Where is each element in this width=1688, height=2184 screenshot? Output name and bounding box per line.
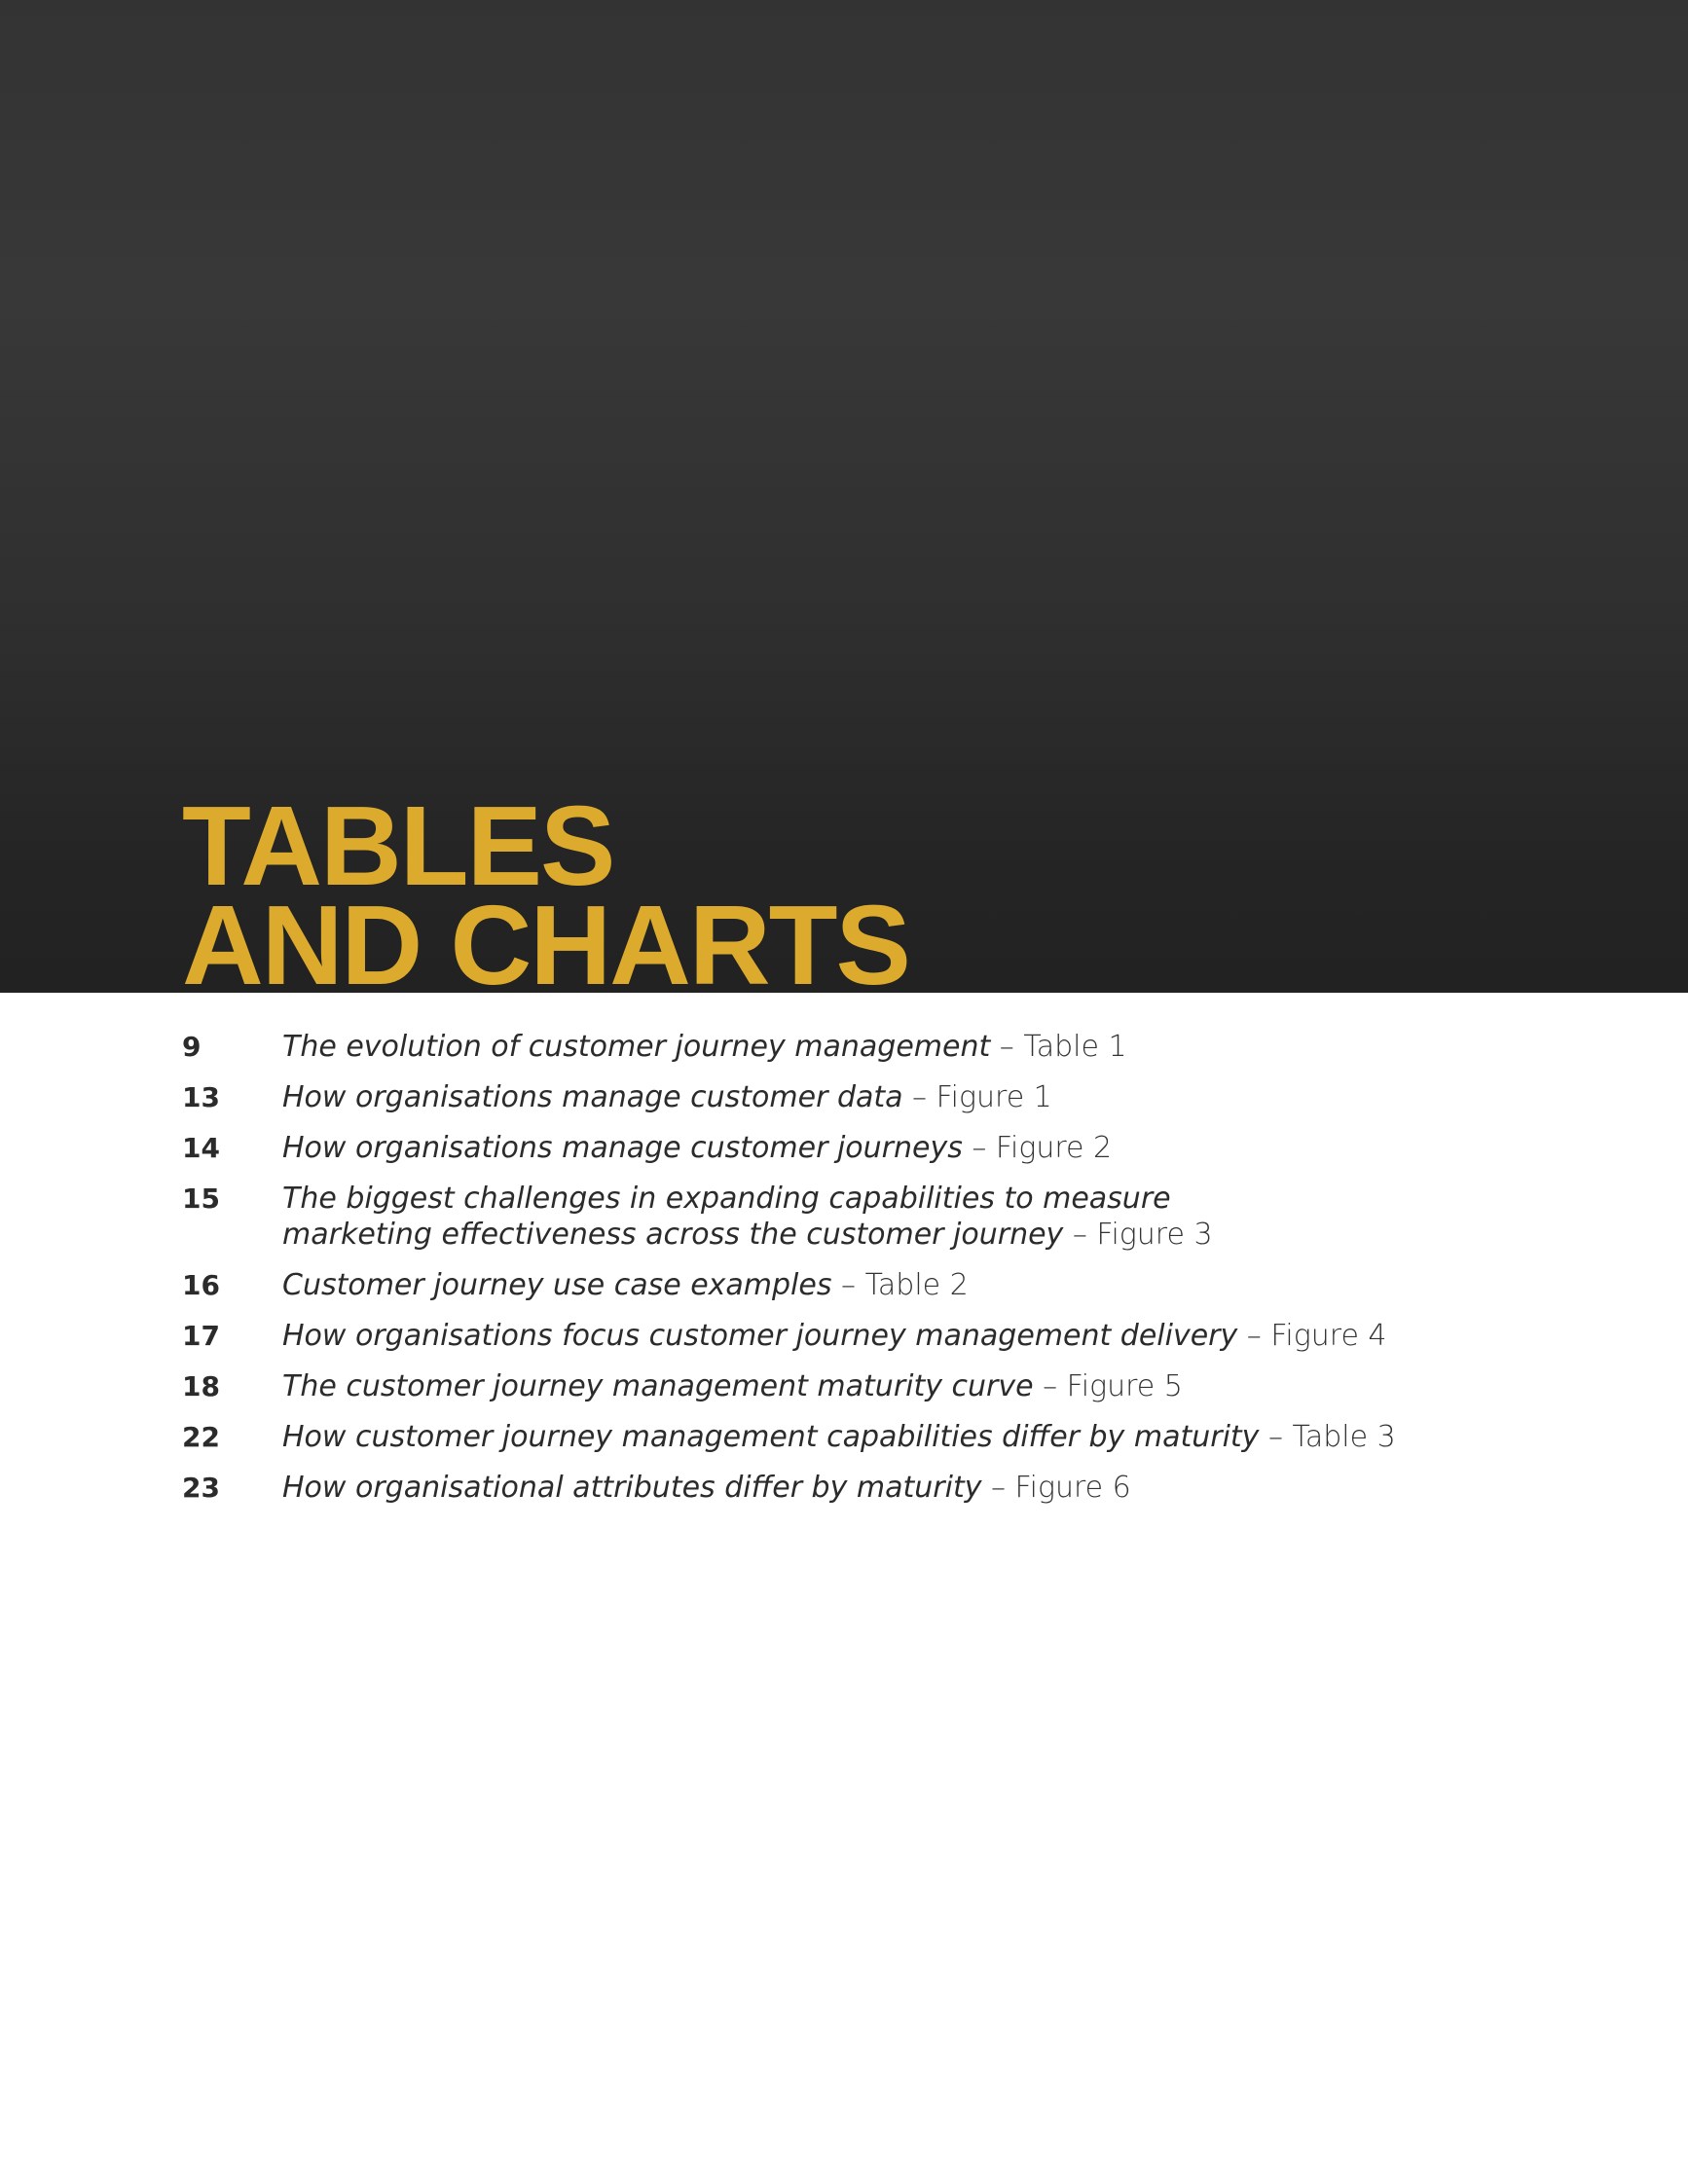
- toc-entry-text: [282, 1267, 1506, 1303]
- toc-entry-title: How organisations manage customer journeys: [282, 1131, 963, 1165]
- toc-entry-title: The biggest challenges in expanding capabilities to measure marketing effectiveness across the customer journey: [282, 1182, 1171, 1252]
- page-title-line-2: AND CHARTS: [182, 882, 909, 1008]
- toc-entry-title: How customer journey management capabilities differ by maturity: [282, 1420, 1260, 1454]
- toc-entry-title: Customer journey use case examples: [282, 1268, 832, 1302]
- toc-entry-separator: –: [1259, 1420, 1293, 1454]
- toc-entry-title: The customer journey management maturity curve: [282, 1369, 1034, 1403]
- toc-entry[interactable]: [182, 1267, 1506, 1303]
- toc-entry-text: [282, 1079, 1506, 1115]
- toc-entry-title: The evolution of customer journey management: [282, 1030, 991, 1064]
- toc-page-number: 9: [182, 1031, 202, 1063]
- toc-page-number: 16: [182, 1269, 220, 1301]
- toc-entry[interactable]: [182, 1181, 1506, 1253]
- toc-page-number: 15: [182, 1183, 220, 1215]
- toc-entry[interactable]: [182, 1368, 1506, 1404]
- toc-entry-title: How organisations focus customer journey management delivery: [282, 1319, 1238, 1353]
- toc-entry-reference: Figure 3: [1096, 1218, 1213, 1252]
- toc-entry-separator: –: [1033, 1369, 1067, 1403]
- toc-entry[interactable]: [182, 1130, 1506, 1166]
- toc-entry-separator: –: [902, 1080, 936, 1114]
- toc-page-number: 14: [182, 1132, 220, 1164]
- toc-entry-reference: Table 1: [1023, 1030, 1127, 1064]
- toc-entry-text: [282, 1181, 1295, 1253]
- toc-entry-text: [282, 1318, 1506, 1354]
- toc-entry-separator: –: [1237, 1319, 1271, 1353]
- toc-entry[interactable]: [182, 1419, 1506, 1455]
- toc-entry-reference: Figure 1: [936, 1080, 1052, 1114]
- toc-entry-reference: Figure 5: [1066, 1369, 1183, 1403]
- toc-page-number: 13: [182, 1081, 220, 1113]
- toc-entry[interactable]: [182, 1079, 1506, 1115]
- toc-entry-title: How organisations manage customer data: [282, 1080, 903, 1114]
- toc-entry-text: [282, 1368, 1506, 1404]
- toc-entry[interactable]: [182, 1029, 1506, 1065]
- toc-entry-text: [282, 1029, 1506, 1065]
- page-title-line-1: TABLES: [182, 783, 614, 909]
- toc-page-number: 22: [182, 1421, 220, 1453]
- toc-entry-separator: –: [962, 1131, 996, 1165]
- toc-page-number: 23: [182, 1472, 220, 1504]
- page-title: [182, 783, 909, 1008]
- toc-entry-reference: Figure 6: [1014, 1471, 1131, 1505]
- toc-entry-reference: Figure 4: [1270, 1319, 1387, 1353]
- toc-entry-reference: Table 3: [1292, 1420, 1396, 1454]
- toc-page-number: 18: [182, 1370, 220, 1402]
- toc-entry-reference: Figure 2: [995, 1131, 1113, 1165]
- toc-entry[interactable]: [182, 1318, 1506, 1354]
- toc-entry-reference: Table 2: [864, 1268, 969, 1302]
- toc-entry-text: [282, 1419, 1506, 1455]
- toc-page-number: 17: [182, 1320, 220, 1352]
- toc-entry-text: [282, 1470, 1506, 1506]
- toc-entry-separator: –: [831, 1268, 865, 1302]
- tables-and-charts-list: [182, 1029, 1506, 1520]
- toc-entry-separator: –: [981, 1471, 1015, 1505]
- toc-entry-text: [282, 1130, 1506, 1166]
- toc-entry-separator: –: [990, 1030, 1024, 1064]
- toc-entry-title: How organisational attributes differ by maturity: [282, 1471, 982, 1505]
- toc-entry-separator: –: [1063, 1218, 1097, 1252]
- toc-entry[interactable]: [182, 1470, 1506, 1506]
